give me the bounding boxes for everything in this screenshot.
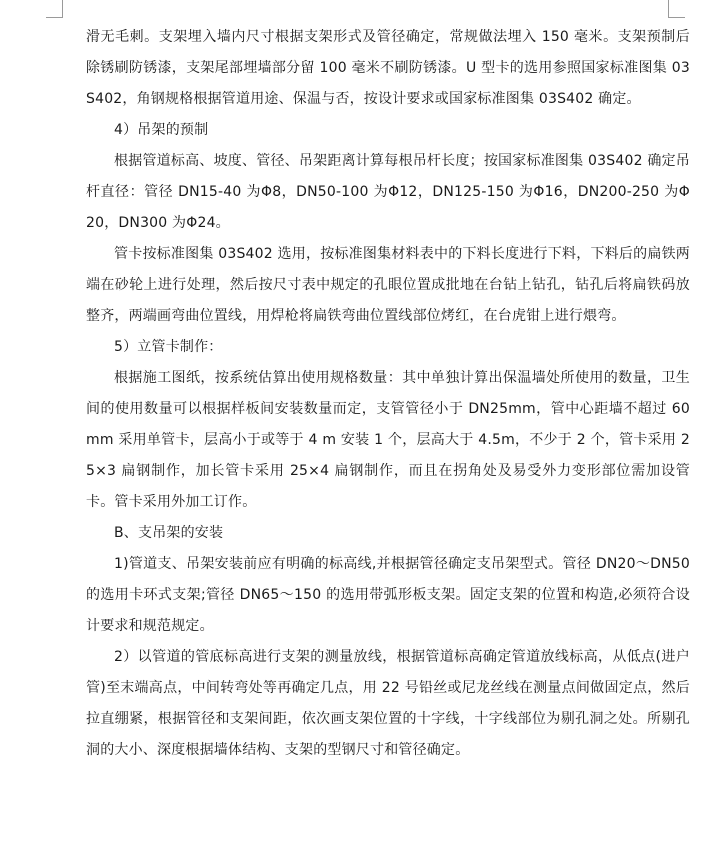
paragraph-pipe-clamp: 管卡按标准图集 03S402 选用，按标准图集材料表中的下料长度进行下料，下料后的扁铁两端在砂轮上进行处理，然后按尺寸表中规定的孔眼位置成批地在台钻上钻孔，钻孔后将扁铁码放整齐，两端画弯曲位置线，用焊枪将扁铁弯曲位置线部位烤红，在台虎钳上进行煨弯。: [86, 246, 690, 324]
crop-mark-left-vertical: [62, 0, 63, 17]
paragraph-install-step-1: 1)管道支、吊架安装前应有明确的标高线,并根据管径确定支吊架型式。管径 DN20～DN50 的选用卡环式支架;管径 DN65～150 的选用带弧形板支架。固定支架的位置和构造,必须符合设计要求和规范规定。: [86, 556, 690, 634]
paragraph-riser-clamp: 根据施工图纸，按系统估算出使用规格数量：其中单独计算出保温墙处所使用的数量，卫生间的使用数量可以根据样板间安装数量而定，支管管径小于 DN25mm，管中心距墙不超过 60mm 采用单管卡，层高小于或等于 4 m 安装 1 个，层高大于 4.5m，不少于 2 个，管卡采用 25×3 扁钢制作，加长管卡采用 25×4 扁钢制作，而且在拐角处及易受外力变形部位需加设管卡。管卡采用外加工订作。: [86, 370, 690, 510]
paragraph-install-step-2: 2）以管道的管底标高进行支架的测量放线，根据管道标高确定管道放线标高，从低点(进户管)至末端高点，中间转弯处等再确定几点，用 22 号铅丝或尼龙丝线在测量点间做固定点，然后拉直绷紧，根据管径和支架间距，依次画支架位置的十字线，十字线部位为剔孔洞之处。所剔孔洞的大小、深度根据墙体结构、支架的型钢尺寸和管径确定。: [86, 649, 690, 758]
crop-mark-right-horizontal: [668, 17, 685, 18]
paragraph-continuation: 滑无毛刺。支架埋入墙内尺寸根据支架形式及管径确定，常规做法埋入 150 毫米。支架预制后除锈刷防锈漆，支架尾部埋墙部分留 100 毫米不刷防锈漆。U 型卡的选用参照国家标准图集 03S402，角钢规格根据管道用途、保温与否，按设计要求或国家标准图集 03S402 确定。: [86, 29, 690, 107]
section-heading-hanger-prefab: 4）吊架的预制: [114, 122, 209, 138]
crop-mark-left-horizontal: [46, 17, 63, 18]
document-body: [86, 22, 690, 766]
paragraph-hanger-rod: 根据管道标高、坡度、管径、吊架距离计算每根吊杆长度；按国家标准图集 03S402 确定吊杆直径：管径 DN15-40 为Φ8，DN50-100 为Φ12，DN125-150 为Φ16，DN200-250 为Φ20，DN300 为Φ24。: [86, 153, 690, 231]
section-heading-support-install: B、支吊架的安装: [114, 525, 224, 541]
crop-mark-right-vertical: [668, 0, 669, 17]
section-heading-riser-clamp: 5）立管卡制作：: [114, 339, 223, 355]
